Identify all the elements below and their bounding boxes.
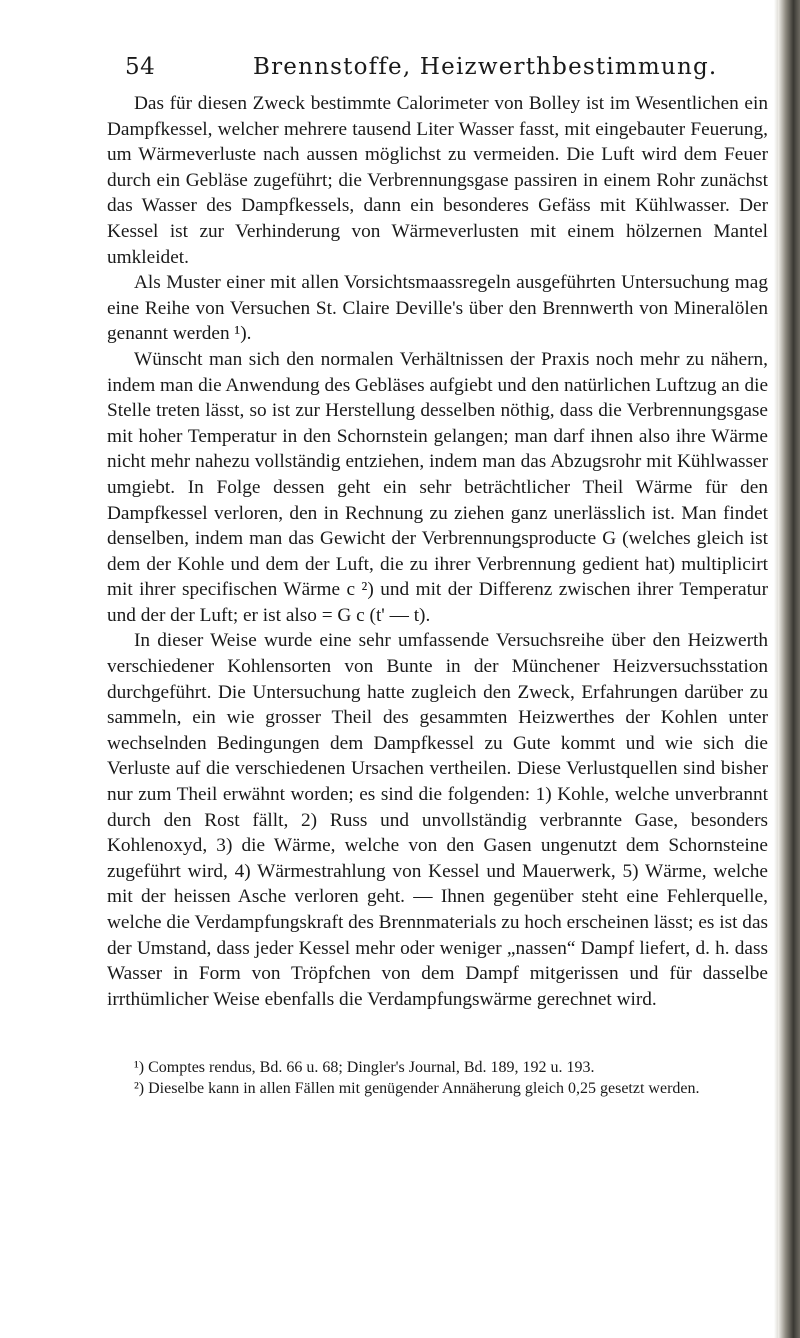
footnotes xyxy=(107,1058,768,1099)
footnote-2: ²) Dieselbe kann in allen Fällen mit genügender Annäherung gleich 0,25 gesetzt werden. xyxy=(134,1079,700,1097)
page-edge-shadow xyxy=(778,0,800,1338)
paragraph-deville: Als Muster einer mit allen Vorsichtsmaassregeln ausgeführten Untersuchung mag eine Reihe von Versuchen St. Claire Deville's über den Brennwerth von Mineralölen genannt werden ¹). xyxy=(107,272,768,345)
paragraph-natural-draft: Wünscht man sich den normalen Verhältnissen der Praxis noch mehr zu nähern, indem man die Anwendung des Gebläses aufgiebt und den natürlichen Luftzug an die Stelle treten lässt, so ist zur Herstellung desselben nöthig, dass die Verbrennungsgase mit hoher Temperatur in den Schornstein gelangen; man darf ihnen also ihre Wärme nicht mehr nahezu vollständig entziehen, indem man das Abzugsrohr mit Kühlwasser umgiebt. In Folge dessen geht ein sehr beträchtlicher Theil Wärme für den Dampfkessel verloren, den in Rechnung zu ziehen ganz unerlässlich ist. Man findet denselben, indem man das Gewicht der Verbrennungsproducte G (welches gleich ist dem der Kohle und dem der Luft, die zu ihrer Verbrennung gedient hat) multiplicirt mit ihrer specifischen Wärme c ²) und mit der Differenz zwischen ihrer Temperatur und der der Luft; er ist also = G c (t' — t). xyxy=(107,348,768,626)
paragraph-calorimeter: Das für diesen Zweck bestimmte Calorimeter von Bolley ist im Wesentlichen ein Dampfkessel, welcher mehrere tausend Liter Wasser fasst, mit eingebauter Feuerung, um Wärmeverluste nach aussen möglichst zu vermeiden. Die Luft wird dem Feuer durch ein Gebläse zugeführt; die Verbrennungsgase passiren in einem Rohr zunächst das Wasser des Dampfkessels, dann ein besonderes Gefäss mit Kühlwasser. Der Kessel ist zur Verhinderung von Wärmeverlusten mit einem hölzernen Mantel umkleidet. xyxy=(107,93,768,268)
page-number: 54 xyxy=(125,54,156,80)
footnote-1: ¹) Comptes rendus, Bd. 66 u. 68; Dingler's Journal, Bd. 189, 192 u. 193. xyxy=(134,1059,595,1076)
paragraph-bunte-experiments: In dieser Weise wurde eine sehr umfassende Versuchsreihe über den Heizwerth verschiedener Kohlensorten von Bunte in der Münchener Heizversuchsstation durchgeführt. Die Untersuchung hatte zugleich den Zweck, Erfahrungen darüber zu sammeln, ein wie grosser Theil des gesammten Heizwerthes der Kohlen unter wechselnden Bedingungen dem Dampfkessel zu Gute kommt und wie sich die Verluste auf die verschiedenen Ursachen vertheilen. Diese Verlustquellen sind bisher nur zum Theil erwähnt worden; es sind die folgenden: 1) Kohle, welche unverbrannt durch den Rost fällt, 2) Russ und unvollständig verbrannte Gase, besonders Kohlenoxyd, 3) die Wärme, welche von den Gasen ungenutzt dem Schornsteine zugeführt wird, 4) Wärmestrahlung von Kessel und Mauerwerk, 5) Wärme, welche mit der heissen Asche verloren geht. — Ihnen gegenüber steht eine Fehlerquelle, welche die Verdampfungskraft des Brennmaterials zu hoch erscheinen lässt; es ist das der Umstand, dass jeder Kessel mehr oder weniger „nassen“ Dampf liefert, d. h. dass Wasser in Form von Tröpfchen von dem Dampf mitgerissen und für dasselbe irrthümlicher Weise ebenfalls die Verdampfungswärme gerechnet wird. xyxy=(107,630,768,1010)
body-text xyxy=(107,91,768,1012)
page-header xyxy=(125,54,765,88)
running-title: Brennstoffe, Heizwerthbestimmung. xyxy=(253,54,718,80)
